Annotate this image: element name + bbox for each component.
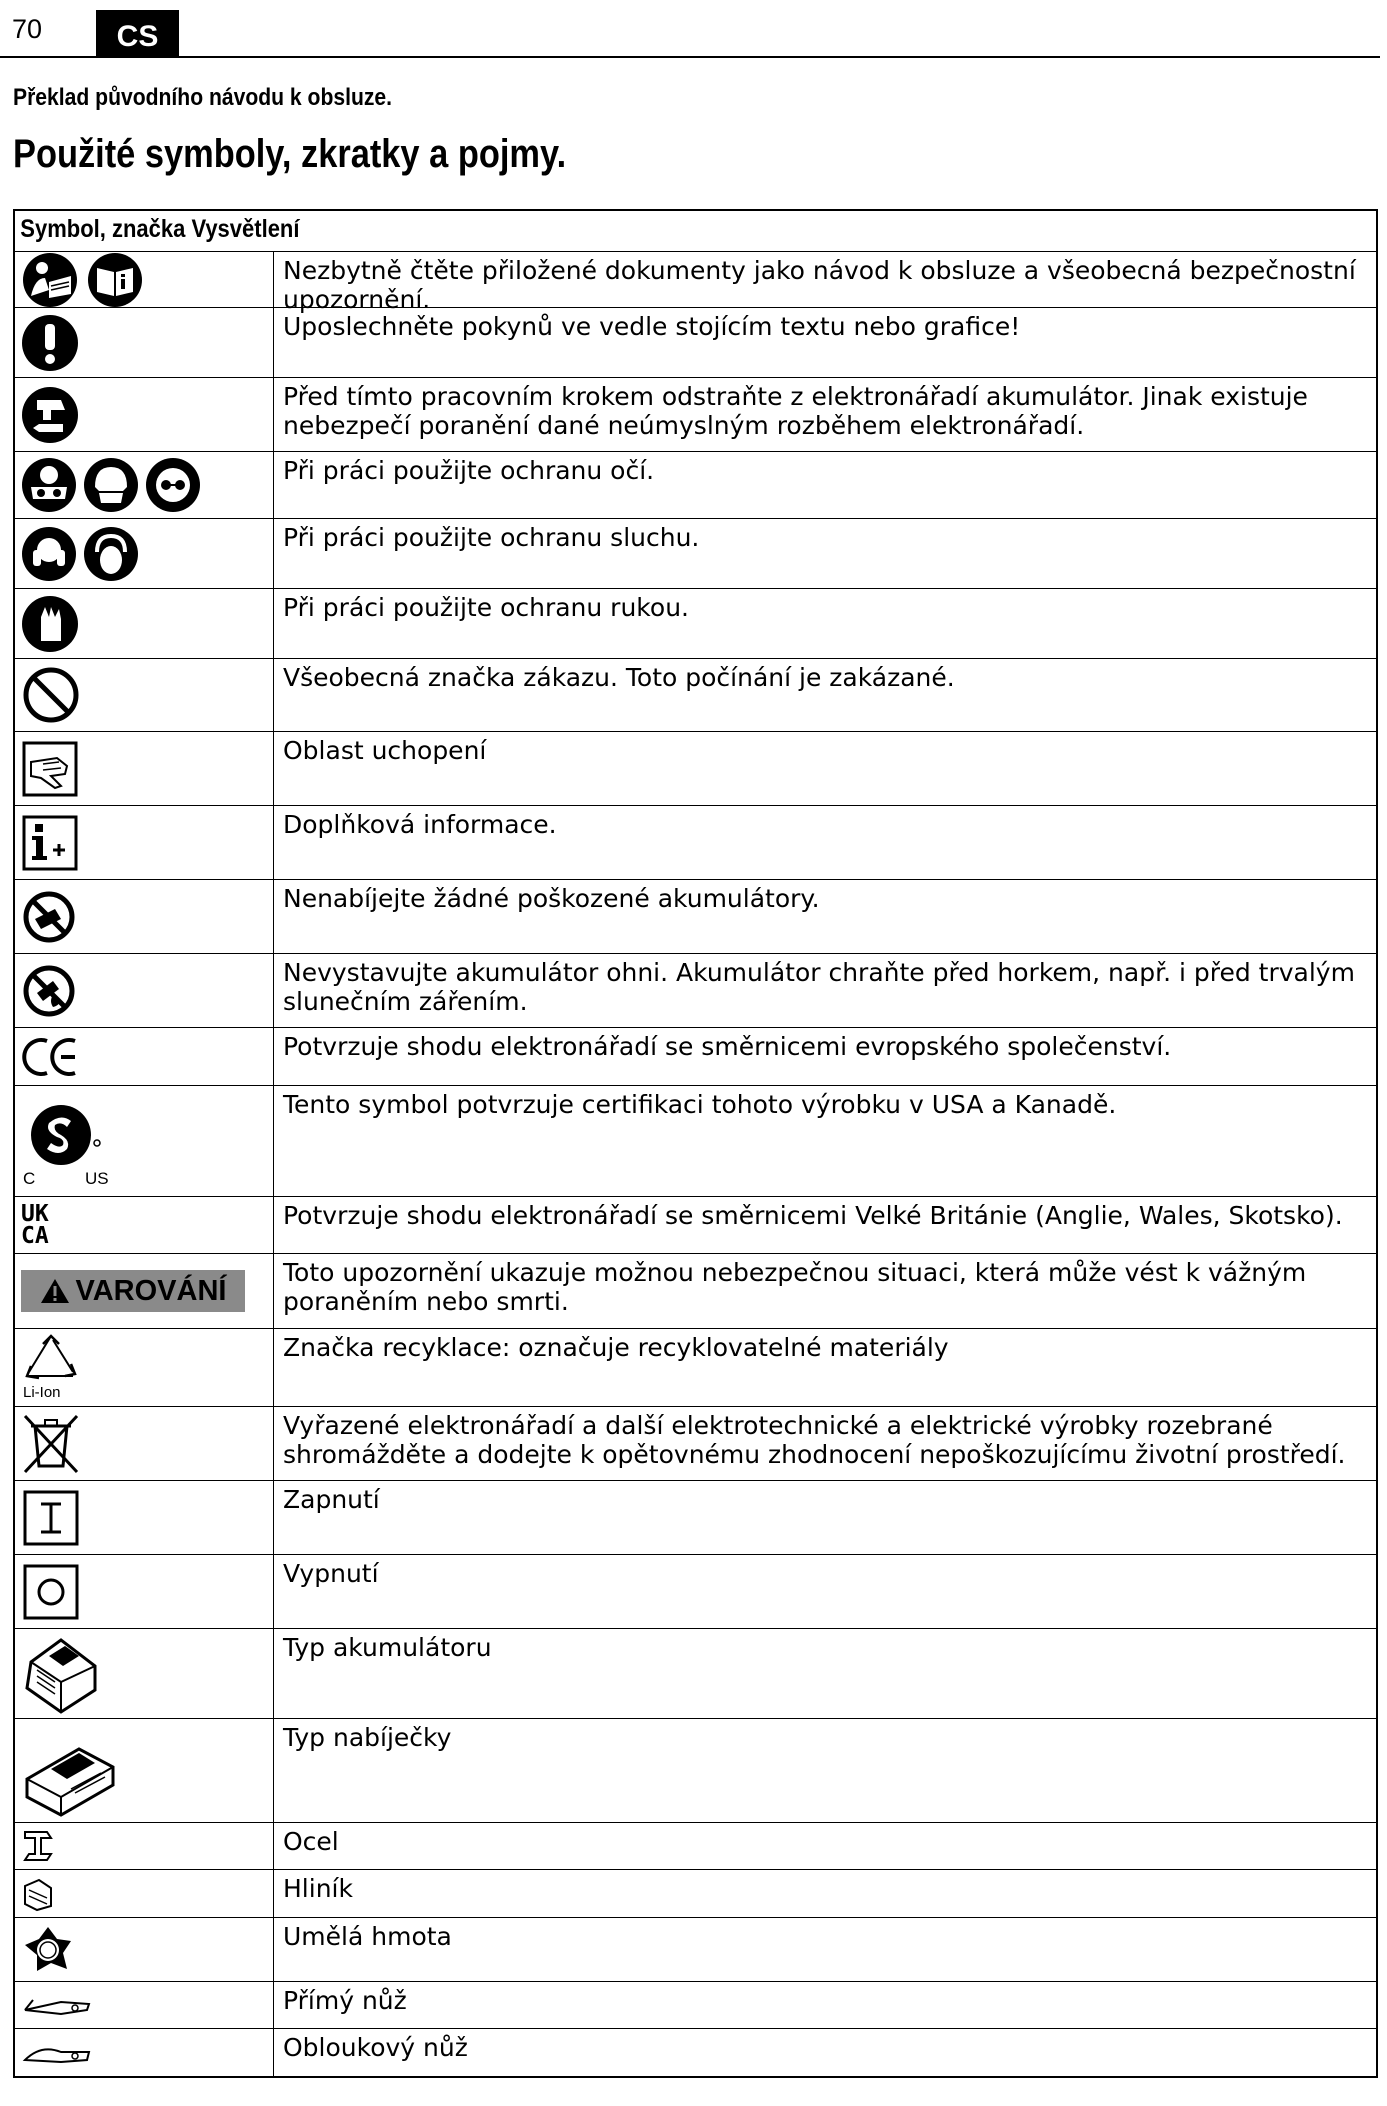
symbol-cell: [15, 1481, 274, 1554]
symbols-table: [13, 209, 1378, 2078]
table-row: [15, 451, 1376, 518]
ear-protection-icon: [21, 526, 77, 582]
straight-knife-icon: [21, 1988, 93, 2022]
explanation-text: Při práci použijte ochranu rukou.: [283, 593, 689, 622]
table-row: [15, 1822, 1376, 1869]
info-plus-icon: [21, 814, 79, 872]
explanation-text: Umělá hmota: [283, 1922, 452, 1951]
symbol-cell: [15, 1823, 274, 1869]
explanation-text: Nenabíjejte žádné poškozené akumulátory.: [283, 884, 820, 913]
remove-battery-icon: [21, 386, 79, 444]
ukca-uk-label: UK: [21, 1201, 49, 1227]
table-row: [15, 251, 1376, 314]
symbol-cell: [15, 252, 274, 307]
safety-glasses-icon: [145, 457, 201, 513]
explanation-text: Toto upozornění ukazuje možnou nebezpečnou situaci, která může vést k vážným poraněním nebo smrti.: [283, 1258, 1307, 1316]
table-row: [15, 1718, 1376, 1822]
symbol-cell: [15, 1407, 274, 1480]
pvc-plastic-icon: [21, 1923, 75, 1977]
li-ion-label: Li-Ion: [23, 1383, 61, 1401]
table-row: [15, 1253, 1376, 1328]
explanation-text: Obloukový nůž: [283, 2033, 468, 2062]
power-on-icon: [21, 1488, 81, 1548]
explanation-text: Potvrzuje shodu elektronářadí se směrnicemi Velké Británie (Anglie, Wales, Skotsko).: [283, 1201, 1343, 1230]
symbol-cell: [15, 659, 274, 731]
table-row: [15, 588, 1376, 658]
translation-note: Překlad původního návodu k obsluze.: [13, 84, 393, 111]
table-row: [15, 1917, 1376, 1981]
symbol-cell: [15, 1918, 274, 1981]
no-damaged-battery-icon: [21, 889, 77, 945]
table-header: Symbol, značka Vysvětlení: [20, 215, 300, 243]
explanation-text: Všeobecná značka zákazu. Toto počínání je zakázané.: [283, 663, 955, 692]
face-shield-icon: [83, 457, 139, 513]
explanation-text: Ocel: [283, 1827, 339, 1856]
table-row: [15, 658, 1376, 731]
table-row: [15, 879, 1376, 953]
table-row: [15, 377, 1376, 451]
table-row: [15, 307, 1376, 377]
symbol-cell: [15, 519, 274, 588]
table-row: [15, 1869, 1376, 1917]
warning-triangle-icon: [40, 1277, 70, 1305]
grip-area-icon: [21, 740, 79, 798]
explanation-text: Vypnutí: [283, 1559, 379, 1588]
steel-beam-icon: [21, 1828, 55, 1864]
symbol-cell: [15, 1329, 274, 1406]
page-title: Použité symboly, zkratky a pojmy.: [13, 132, 567, 176]
warning-exclamation-icon: [21, 314, 79, 372]
table-row: [15, 1328, 1376, 1406]
explanation-text: Přímý nůž: [283, 1986, 407, 2015]
csa-mark-graphic: [21, 1091, 131, 1191]
explanation-text: Oblast uchopení: [283, 736, 487, 765]
ukca-ca-label: CA: [21, 1223, 49, 1249]
recycle-arrows-icon: [21, 1332, 81, 1384]
table-row: [15, 2028, 1376, 2076]
table-row: [15, 518, 1376, 588]
symbol-cell: [15, 1629, 274, 1718]
glove-icon: [21, 595, 79, 653]
symbol-cell: [15, 1982, 274, 2028]
page-number: 70: [12, 14, 43, 44]
warning-label-text: VAROVÁNÍ: [75, 1274, 227, 1307]
curved-knife-icon: [21, 2036, 93, 2070]
ukca-mark-icon: [21, 1203, 49, 1247]
no-fire-battery-icon: [21, 963, 77, 1019]
symbol-cell: [15, 880, 274, 953]
aluminium-icon: [21, 1876, 55, 1912]
symbol-cell: [15, 1254, 274, 1328]
symbol-cell: [15, 1197, 274, 1253]
csa-mark-icon: [21, 1091, 131, 1191]
table-row: [15, 953, 1376, 1027]
explanation-text: Doplňková informace.: [283, 810, 557, 839]
language-badge: CS: [96, 10, 179, 56]
csa-c-label: C: [23, 1169, 36, 1188]
symbol-cell: [15, 2029, 274, 2076]
page-header: [0, 0, 1387, 60]
table-row: [15, 731, 1376, 805]
goggles-icon: [21, 457, 77, 513]
symbol-cell: [15, 308, 274, 377]
explanation-text: Typ nabíječky: [283, 1723, 452, 1752]
symbol-cell: [15, 378, 274, 451]
table-row: [15, 1027, 1376, 1085]
ce-mark-icon: [21, 1035, 81, 1079]
table-row: [15, 1554, 1376, 1628]
charger-icon: [21, 1723, 117, 1819]
ear-muffs-icon: [83, 526, 139, 582]
symbol-cell: [15, 732, 274, 805]
csa-us-label: US: [85, 1169, 109, 1188]
table-row: [15, 805, 1376, 879]
info-book-icon: [87, 252, 143, 308]
symbol-cell: [15, 1086, 274, 1196]
symbol-cell: [15, 806, 274, 879]
explanation-text: Nezbytně čtěte přiložené dokumenty jako návod k obsluze a všeobecná bezpečnostní upozornění.: [283, 256, 1356, 314]
battery-pack-icon: [21, 1632, 101, 1716]
symbol-cell: [15, 452, 274, 518]
symbol-cell: [15, 589, 274, 658]
weee-bin-icon: [21, 1412, 81, 1476]
symbol-cell: [15, 1028, 274, 1085]
table-header-row: [15, 211, 1376, 251]
explanation-text: Při práci použijte ochranu očí.: [283, 456, 655, 485]
explanation-text: Zapnutí: [283, 1485, 380, 1514]
table-row: [15, 1406, 1376, 1480]
explanation-text: Tento symbol potvrzuje certifikaci tohoto výrobku v USA a Kanadě.: [283, 1090, 1117, 1119]
prohibition-icon: [21, 665, 81, 725]
symbol-cell: [15, 1719, 274, 1822]
table-row: [15, 1480, 1376, 1554]
explanation-text: Hliník: [283, 1874, 353, 1903]
table-row: [15, 1981, 1376, 2028]
explanation-text: Uposlechněte pokynů ve vedle stojícím textu nebo grafice!: [283, 312, 1021, 341]
symbol-cell: [15, 1870, 274, 1917]
explanation-text: Vyřazené elektronářadí a další elektrotechnické a elektrické výrobky rozebrané shromážděte a dodejte k opětovnému zhodnocení nepoškozujícímu životní prostředí.: [283, 1411, 1346, 1469]
explanation-text: Nevystavujte akumulátor ohni. Akumulátor chraňte před horkem, např. i před trvalým slunečním zářením.: [283, 958, 1355, 1016]
explanation-text: Potvrzuje shodu elektronářadí se směrnicemi evropského společenství.: [283, 1032, 1172, 1061]
table-row: [15, 1196, 1376, 1253]
power-off-icon: [21, 1562, 81, 1622]
table-row: [15, 1085, 1376, 1196]
recycle-li-ion-icon: [21, 1332, 81, 1404]
warning-label-icon: [21, 1270, 245, 1312]
header-divider: [0, 56, 1380, 58]
explanation-text: Před tímto pracovním krokem odstraňte z elektronářadí akumulátor. Jinak existuje nebezpečí poranění dané neúmyslným rozběhem elektronářadí.: [283, 382, 1308, 440]
explanation-text: Značka recyklace: označuje recyklovatelné materiály: [283, 1333, 949, 1362]
table-row: [15, 1628, 1376, 1718]
symbol-cell: [15, 1555, 274, 1628]
read-manual-icon: [21, 252, 81, 308]
explanation-text: Při práci použijte ochranu sluchu.: [283, 523, 700, 552]
symbol-cell: [15, 954, 274, 1027]
explanation-text: Typ akumulátoru: [283, 1633, 492, 1662]
